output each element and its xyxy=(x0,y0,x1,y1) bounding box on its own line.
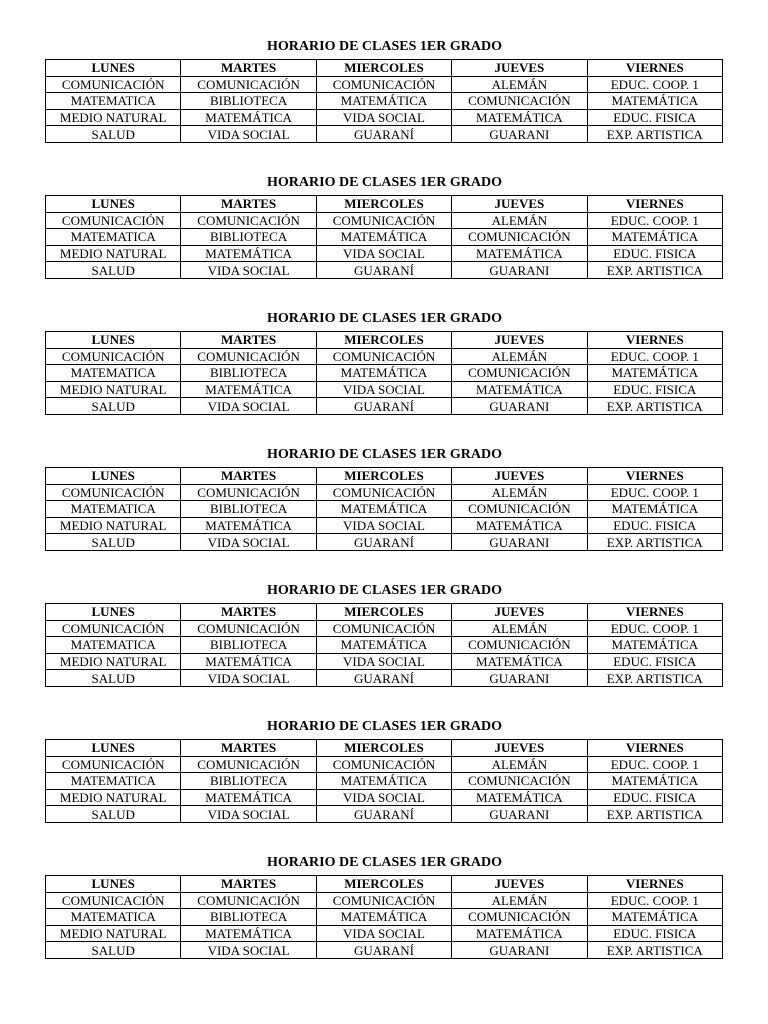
schedule-table xyxy=(45,739,723,823)
header-lunes: LUNES xyxy=(46,332,181,349)
table-cell: MATEMÁTICA xyxy=(587,229,722,246)
table-cell: GUARANI xyxy=(452,398,587,415)
header-jueves: JUEVES xyxy=(452,332,587,349)
table-cell: MATEMÁTICA xyxy=(587,501,722,518)
table-cell: COMUNICACIÓN xyxy=(181,892,316,909)
table-cell: VIDA SOCIAL xyxy=(181,262,316,279)
table-cell: COMUNICACIÓN xyxy=(452,93,587,110)
table-cell: MATEMÁTICA xyxy=(181,245,316,262)
table-cell: GUARANÍ xyxy=(316,670,451,687)
header-jueves: JUEVES xyxy=(452,740,587,757)
table-cell: MEDIO NATURAL xyxy=(46,109,181,126)
table-cell: COMUNICACIÓN xyxy=(316,212,451,229)
table-cell: COMUNICACIÓN xyxy=(452,501,587,518)
schedule-title: HORARIO DE CLASES 1ER GRADO xyxy=(267,583,502,598)
table-row xyxy=(46,892,723,909)
table-cell: MATEMÁTICA xyxy=(316,365,451,382)
header-miercoles: MIERCOLES xyxy=(316,604,451,621)
table-cell: MATEMÁTICA xyxy=(452,109,587,126)
table-row xyxy=(46,484,723,501)
table-cell: GUARANÍ xyxy=(316,806,451,823)
schedule-block-4 xyxy=(45,447,723,583)
table-cell: EDUC. FISICA xyxy=(587,517,722,534)
schedule-block-6 xyxy=(45,719,723,855)
table-row xyxy=(46,262,723,279)
table-cell: EDUC. COOP. 1 xyxy=(587,348,722,365)
header-viernes: VIERNES xyxy=(587,468,722,485)
table-cell: COMUNICACIÓN xyxy=(452,229,587,246)
table-row xyxy=(46,109,723,126)
header-miercoles: MIERCOLES xyxy=(316,332,451,349)
table-cell: GUARANI xyxy=(452,806,587,823)
table-row xyxy=(46,93,723,110)
table-cell: MATEMÁTICA xyxy=(181,653,316,670)
header-viernes: VIERNES xyxy=(587,332,722,349)
table-cell: MATEMATICA xyxy=(46,501,181,518)
table-cell: MATEMÁTICA xyxy=(181,517,316,534)
table-cell: EXP. ARTISTICA xyxy=(587,670,722,687)
table-cell: EDUC. COOP. 1 xyxy=(587,484,722,501)
table-cell: MATEMATICA xyxy=(46,365,181,382)
table-cell: COMUNICACIÓN xyxy=(316,484,451,501)
schedule-title: HORARIO DE CLASES 1ER GRADO xyxy=(267,311,502,326)
table-cell: GUARANÍ xyxy=(316,126,451,143)
table-cell: GUARANI xyxy=(452,942,587,959)
table-row xyxy=(46,126,723,143)
table-cell: COMUNICACIÓN xyxy=(316,620,451,637)
header-jueves: JUEVES xyxy=(452,60,587,77)
table-cell: COMUNICACIÓN xyxy=(46,620,181,637)
schedule-table xyxy=(45,331,723,415)
table-cell: GUARANÍ xyxy=(316,262,451,279)
table-cell: COMUNICACIÓN xyxy=(46,756,181,773)
table-cell: COMUNICACIÓN xyxy=(46,892,181,909)
table-row xyxy=(46,517,723,534)
table-cell: MATEMÁTICA xyxy=(452,245,587,262)
table-cell: VIDA SOCIAL xyxy=(316,653,451,670)
table-cell: BIBLIOTECA xyxy=(181,909,316,926)
table-cell: MEDIO NATURAL xyxy=(46,925,181,942)
table-row xyxy=(46,637,723,654)
table-cell: COMUNICACIÓN xyxy=(181,756,316,773)
header-lunes: LUNES xyxy=(46,604,181,621)
table-row xyxy=(46,245,723,262)
table-cell: EDUC. FISICA xyxy=(587,789,722,806)
table-cell: EDUC. COOP. 1 xyxy=(587,892,722,909)
header-martes: MARTES xyxy=(181,876,316,893)
table-cell: VIDA SOCIAL xyxy=(316,925,451,942)
table-cell: GUARANI xyxy=(452,534,587,551)
table-cell: EDUC. FISICA xyxy=(587,925,722,942)
table-cell: ALEMÁN xyxy=(452,348,587,365)
table-cell: MATEMATICA xyxy=(46,637,181,654)
table-cell: ALEMÁN xyxy=(452,756,587,773)
table-header-row xyxy=(46,740,723,757)
header-lunes: LUNES xyxy=(46,468,181,485)
header-miercoles: MIERCOLES xyxy=(316,196,451,213)
table-cell: MATEMATICA xyxy=(46,229,181,246)
table-cell: BIBLIOTECA xyxy=(181,365,316,382)
table-cell: VIDA SOCIAL xyxy=(181,670,316,687)
schedule-block-5 xyxy=(45,583,723,719)
table-cell: MATEMÁTICA xyxy=(316,229,451,246)
header-viernes: VIERNES xyxy=(587,740,722,757)
schedule-title: HORARIO DE CLASES 1ER GRADO xyxy=(267,39,502,54)
table-row xyxy=(46,348,723,365)
table-row xyxy=(46,229,723,246)
table-row xyxy=(46,381,723,398)
table-cell: COMUNICACIÓN xyxy=(181,620,316,637)
table-cell: MEDIO NATURAL xyxy=(46,789,181,806)
table-cell: VIDA SOCIAL xyxy=(181,806,316,823)
table-cell: MATEMÁTICA xyxy=(587,773,722,790)
table-cell: COMUNICACIÓN xyxy=(46,484,181,501)
table-cell: EDUC. FISICA xyxy=(587,381,722,398)
header-viernes: VIERNES xyxy=(587,196,722,213)
table-cell: MATEMÁTICA xyxy=(316,637,451,654)
table-cell: COMUNICACIÓN xyxy=(181,348,316,365)
table-cell: BIBLIOTECA xyxy=(181,501,316,518)
table-cell: MATEMÁTICA xyxy=(587,365,722,382)
header-lunes: LUNES xyxy=(46,196,181,213)
table-cell: MATEMATICA xyxy=(46,909,181,926)
table-row xyxy=(46,773,723,790)
table-row xyxy=(46,534,723,551)
table-cell: EDUC. FISICA xyxy=(587,653,722,670)
table-cell: MATEMATICA xyxy=(46,773,181,790)
table-cell: MATEMÁTICA xyxy=(452,653,587,670)
table-cell: BIBLIOTECA xyxy=(181,229,316,246)
header-viernes: VIERNES xyxy=(587,876,722,893)
table-cell: EDUC. COOP. 1 xyxy=(587,76,722,93)
table-cell: MATEMÁTICA xyxy=(181,789,316,806)
table-cell: SALUD xyxy=(46,534,181,551)
table-row xyxy=(46,909,723,926)
table-cell: ALEMÁN xyxy=(452,212,587,229)
table-cell: EXP. ARTISTICA xyxy=(587,262,722,279)
schedule-block-2 xyxy=(45,175,723,311)
header-martes: MARTES xyxy=(181,740,316,757)
table-cell: EXP. ARTISTICA xyxy=(587,806,722,823)
schedule-block-3 xyxy=(45,311,723,447)
table-row xyxy=(46,76,723,93)
table-cell: SALUD xyxy=(46,942,181,959)
table-cell: VIDA SOCIAL xyxy=(316,789,451,806)
table-header-row xyxy=(46,876,723,893)
table-cell: MATEMÁTICA xyxy=(316,773,451,790)
table-cell: VIDA SOCIAL xyxy=(181,398,316,415)
header-jueves: JUEVES xyxy=(452,604,587,621)
table-cell: MATEMATICA xyxy=(46,93,181,110)
header-martes: MARTES xyxy=(181,604,316,621)
header-miercoles: MIERCOLES xyxy=(316,740,451,757)
table-cell: GUARANI xyxy=(452,262,587,279)
table-cell: MATEMÁTICA xyxy=(452,517,587,534)
table-cell: ALEMÁN xyxy=(452,484,587,501)
table-cell: GUARANÍ xyxy=(316,942,451,959)
schedule-table xyxy=(45,195,723,279)
table-cell: COMUNICACIÓN xyxy=(181,76,316,93)
table-row xyxy=(46,925,723,942)
table-cell: MEDIO NATURAL xyxy=(46,245,181,262)
document-page xyxy=(45,39,723,991)
table-cell: ALEMÁN xyxy=(452,620,587,637)
table-cell: GUARANÍ xyxy=(316,534,451,551)
schedule-title: HORARIO DE CLASES 1ER GRADO xyxy=(267,719,502,734)
header-lunes: LUNES xyxy=(46,876,181,893)
table-cell: MATEMÁTICA xyxy=(316,501,451,518)
table-cell: GUARANÍ xyxy=(316,398,451,415)
table-cell: COMUNICACIÓN xyxy=(181,212,316,229)
header-miercoles: MIERCOLES xyxy=(316,876,451,893)
table-row xyxy=(46,756,723,773)
table-cell: MATEMÁTICA xyxy=(452,789,587,806)
schedule-table xyxy=(45,875,723,959)
schedule-table xyxy=(45,467,723,551)
table-cell: COMUNICACIÓN xyxy=(452,365,587,382)
table-cell: MATEMÁTICA xyxy=(181,109,316,126)
table-cell: MATEMÁTICA xyxy=(587,93,722,110)
schedule-title: HORARIO DE CLASES 1ER GRADO xyxy=(267,447,502,462)
header-jueves: JUEVES xyxy=(452,468,587,485)
table-row xyxy=(46,806,723,823)
table-cell: ALEMÁN xyxy=(452,76,587,93)
table-cell: COMUNICACIÓN xyxy=(452,637,587,654)
table-row xyxy=(46,365,723,382)
table-cell: GUARANI xyxy=(452,126,587,143)
header-viernes: VIERNES xyxy=(587,604,722,621)
table-cell: BIBLIOTECA xyxy=(181,93,316,110)
header-lunes: LUNES xyxy=(46,740,181,757)
header-miercoles: MIERCOLES xyxy=(316,60,451,77)
table-cell: COMUNICACIÓN xyxy=(316,348,451,365)
table-cell: COMUNICACIÓN xyxy=(316,76,451,93)
header-martes: MARTES xyxy=(181,196,316,213)
table-header-row xyxy=(46,468,723,485)
table-cell: SALUD xyxy=(46,806,181,823)
table-cell: MEDIO NATURAL xyxy=(46,653,181,670)
schedule-table xyxy=(45,59,723,143)
table-cell: COMUNICACIÓN xyxy=(452,909,587,926)
table-cell: EXP. ARTISTICA xyxy=(587,534,722,551)
table-cell: EXP. ARTISTICA xyxy=(587,398,722,415)
table-cell: MATEMÁTICA xyxy=(452,381,587,398)
table-cell: BIBLIOTECA xyxy=(181,637,316,654)
table-cell: MATEMÁTICA xyxy=(181,381,316,398)
table-cell: EDUC. COOP. 1 xyxy=(587,212,722,229)
table-cell: MEDIO NATURAL xyxy=(46,517,181,534)
table-row xyxy=(46,653,723,670)
table-cell: EXP. ARTISTICA xyxy=(587,126,722,143)
header-martes: MARTES xyxy=(181,60,316,77)
header-martes: MARTES xyxy=(181,468,316,485)
table-cell: EDUC. COOP. 1 xyxy=(587,756,722,773)
table-row xyxy=(46,789,723,806)
table-header-row xyxy=(46,60,723,77)
table-cell: VIDA SOCIAL xyxy=(181,942,316,959)
table-cell: SALUD xyxy=(46,398,181,415)
header-martes: MARTES xyxy=(181,332,316,349)
table-cell: VIDA SOCIAL xyxy=(181,534,316,551)
table-cell: MEDIO NATURAL xyxy=(46,381,181,398)
table-cell: MATEMÁTICA xyxy=(452,925,587,942)
schedule-title: HORARIO DE CLASES 1ER GRADO xyxy=(267,175,502,190)
header-jueves: JUEVES xyxy=(452,196,587,213)
table-cell: COMUNICACIÓN xyxy=(46,348,181,365)
header-miercoles: MIERCOLES xyxy=(316,468,451,485)
table-row xyxy=(46,942,723,959)
table-cell: GUARANI xyxy=(452,670,587,687)
table-row xyxy=(46,620,723,637)
header-viernes: VIERNES xyxy=(587,60,722,77)
table-header-row xyxy=(46,332,723,349)
table-cell: MATEMÁTICA xyxy=(181,925,316,942)
table-header-row xyxy=(46,604,723,621)
table-cell: EDUC. COOP. 1 xyxy=(587,620,722,637)
table-cell: VIDA SOCIAL xyxy=(316,517,451,534)
table-cell: VIDA SOCIAL xyxy=(316,245,451,262)
table-cell: COMUNICACIÓN xyxy=(316,892,451,909)
table-cell: COMUNICACIÓN xyxy=(452,773,587,790)
table-cell: VIDA SOCIAL xyxy=(316,109,451,126)
table-cell: VIDA SOCIAL xyxy=(181,126,316,143)
table-cell: COMUNICACIÓN xyxy=(46,212,181,229)
table-row xyxy=(46,212,723,229)
table-cell: MATEMÁTICA xyxy=(316,93,451,110)
table-cell: MATEMÁTICA xyxy=(587,909,722,926)
header-jueves: JUEVES xyxy=(452,876,587,893)
table-cell: BIBLIOTECA xyxy=(181,773,316,790)
schedule-title: HORARIO DE CLASES 1ER GRADO xyxy=(267,855,502,870)
table-cell: SALUD xyxy=(46,262,181,279)
table-cell: ALEMÁN xyxy=(452,892,587,909)
table-header-row xyxy=(46,196,723,213)
table-cell: COMUNICACIÓN xyxy=(46,76,181,93)
table-cell: COMUNICACIÓN xyxy=(181,484,316,501)
table-cell: EDUC. FISICA xyxy=(587,109,722,126)
table-cell: EXP. ARTISTICA xyxy=(587,942,722,959)
table-row xyxy=(46,670,723,687)
schedule-table xyxy=(45,603,723,687)
header-lunes: LUNES xyxy=(46,60,181,77)
table-cell: COMUNICACIÓN xyxy=(316,756,451,773)
schedule-block-7 xyxy=(45,855,723,991)
table-row xyxy=(46,398,723,415)
schedule-block-1 xyxy=(45,39,723,175)
table-row xyxy=(46,501,723,518)
table-cell: SALUD xyxy=(46,126,181,143)
table-cell: SALUD xyxy=(46,670,181,687)
table-cell: VIDA SOCIAL xyxy=(316,381,451,398)
table-cell: MATEMÁTICA xyxy=(316,909,451,926)
table-cell: MATEMÁTICA xyxy=(587,637,722,654)
table-cell: EDUC. FISICA xyxy=(587,245,722,262)
